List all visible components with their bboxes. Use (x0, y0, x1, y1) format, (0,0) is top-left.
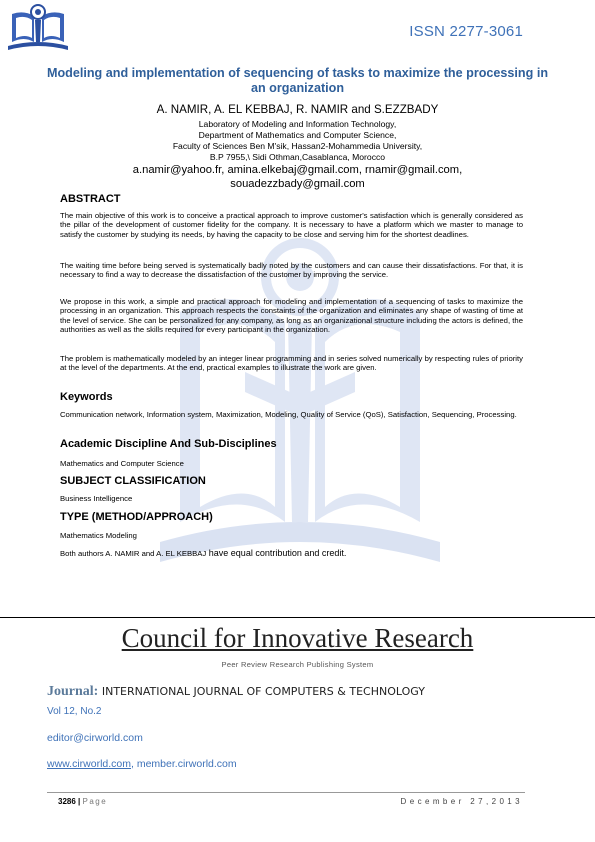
affiliation-line: Faculty of Sciences Ben M'sik, Hassan2-Mohammedia University, (172, 141, 423, 151)
paper-authors: A. NAMIR, A. EL KEBBAJ, R. NAMIR and S.EZZBADY (156, 103, 439, 116)
affiliation-line: Department of Mathematics and Computer Science, (198, 130, 397, 140)
subject-heading: SUBJECT CLASSIFICATION (60, 475, 206, 487)
journal-name: INTERNATIONAL JOURNAL OF COMPUTERS & TECHNOLOGY (98, 685, 425, 698)
page-separator: | (75, 797, 83, 806)
editor-email-link[interactable]: editor@cirworld.com (47, 732, 143, 744)
contribution-statement (60, 548, 346, 558)
abstract-heading: ABSTRACT (60, 193, 121, 205)
page-number-value: 3286 (58, 797, 76, 806)
contribution-authors: Both authors A. NAMIR and A. EL KEBBAJ (60, 549, 207, 558)
keywords-heading: Keywords (60, 391, 113, 403)
type-text: Mathematics Modeling (60, 531, 137, 540)
abstract-paragraph: The main objective of this work is to conceive a practical approach to improve customer's satisfaction which is generally considered as the pillar of the development of customer fidelity for the company. It is necessary to have a platform which we master to manage to satisfy the customer by studying its needs, by having the capacity to be close and serving him for the shortest deadlines. (60, 211, 523, 239)
contribution-credit: have equal contribution and credit. (206, 548, 347, 558)
page-label: Page (82, 797, 108, 806)
publisher-name[interactable]: Council for Innovative Research (121, 623, 474, 653)
publication-date: December 27,2013 (400, 797, 523, 806)
publisher-tagline: Peer Review Research Publishing System (221, 660, 374, 669)
website-main-link[interactable]: www.cirworld.com (47, 758, 132, 770)
journal-line (47, 684, 425, 700)
website-member-link[interactable]: , member.cirworld.com (131, 758, 237, 770)
subject-text: Business Intelligence (60, 494, 133, 503)
journal-volume: Vol 12, No.2 (47, 706, 102, 717)
keywords-text: Communication network, Information system, Maximization, Modeling, Quality of Service (QoS), Satisfaction, Sequencing, Processing. (60, 410, 517, 419)
issn-number: ISSN 2277-3061 (409, 23, 523, 40)
author-emails: souadezzbady@gmail.com (230, 178, 365, 190)
author-emails: a.namir@yahoo.fr, amina.elkebaj@gmail.com, rnamir@gmail.com, (132, 164, 463, 176)
section-divider (0, 617, 595, 618)
journal-label: Journal: (47, 684, 99, 699)
page-number (58, 797, 107, 806)
abstract-paragraph: The problem is mathematically modeled by an integer linear programming and in series solved numerically by respecting rules of priority at the level of the departments. At the end, practical examples to illustrate the work are given. (60, 354, 523, 373)
affiliation-line: B.P 7955,\ Sidi Othman,Casablanca, Morocco (209, 152, 386, 162)
abstract-paragraph: We propose in this work, a simple and practical approach for modeling and implementation of a sequencing of tasks to maximize the processing in an organization. This approach respects the constaints of the organization and eliminates any shape of wasting of time at the level of service. She can be personalized for any company, as long as an organizational structure including the actors is defined, the authorities as well as the skills required for every participant in the organization. (60, 297, 523, 334)
abstract-paragraph: The waiting time before being served is systematically badly noted by the customers and can cause their dissatisfactions. For that, it is necessary to find a way to decrease the dissatisfaction of the customer by improving the service. (60, 261, 523, 280)
affiliation-line: Laboratory of Modeling and Information Technology, (198, 119, 397, 129)
paper-title: Modeling and implementation of sequencing of tasks to maximize the processing in an organization (46, 66, 549, 95)
journal-logo (4, 2, 72, 52)
footer-divider (47, 792, 525, 793)
discipline-text: Mathematics and Computer Science (60, 459, 184, 468)
type-heading: TYPE (METHOD/APPROACH) (60, 511, 213, 523)
discipline-heading: Academic Discipline And Sub-Disciplines (60, 438, 277, 450)
website-links (47, 758, 237, 770)
